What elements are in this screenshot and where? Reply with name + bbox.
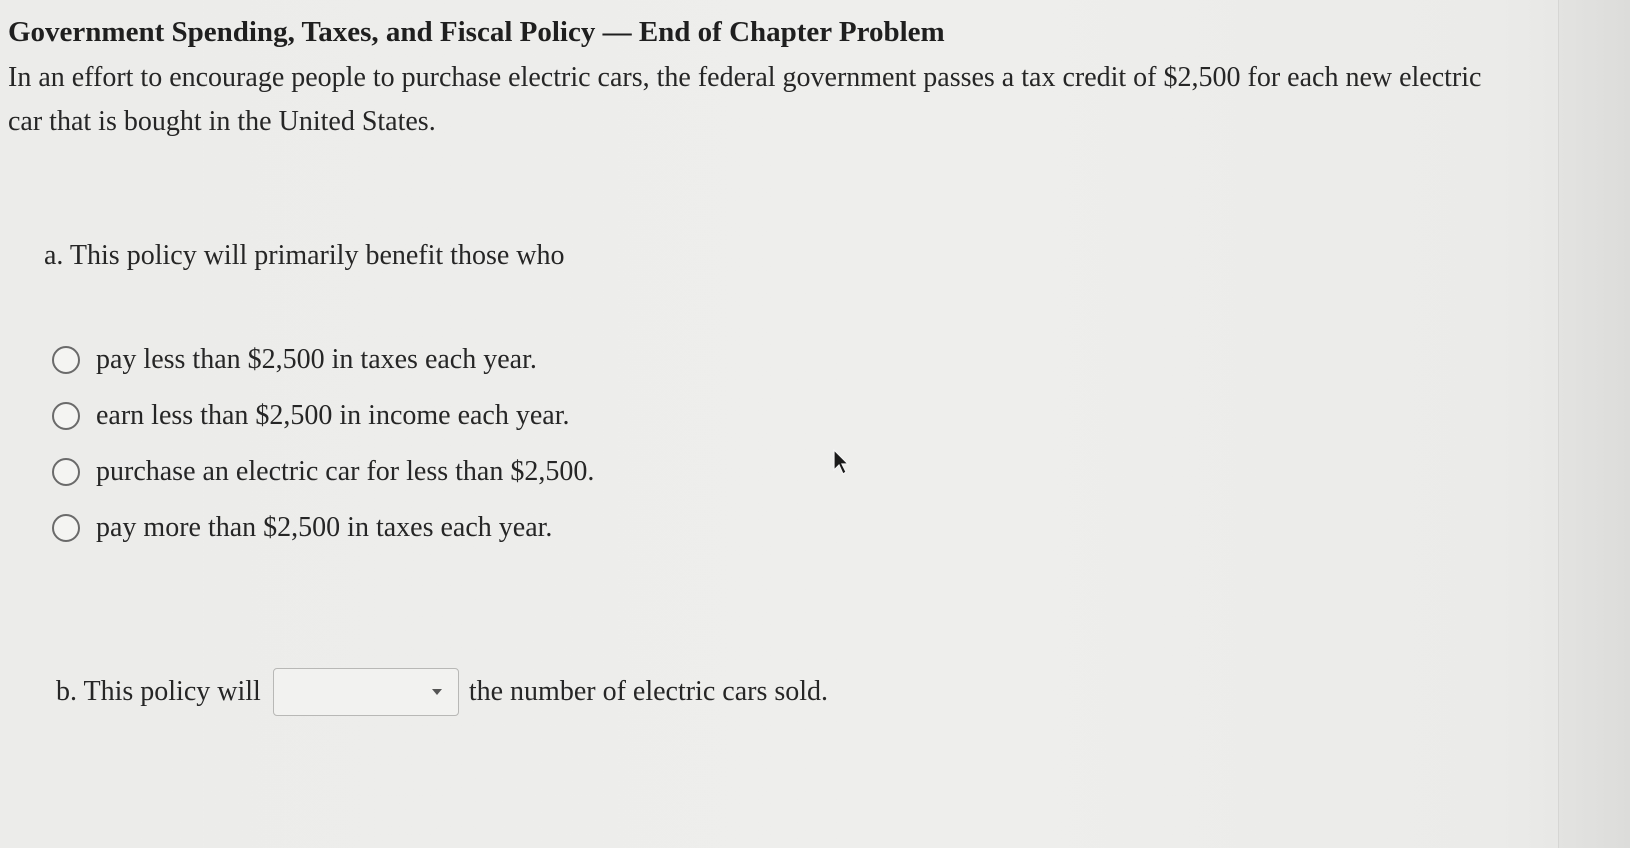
option-label: pay more than $2,500 in taxes each year. [96, 512, 553, 543]
radio-button[interactable] [52, 346, 80, 374]
question-a-prompt: a. This policy will primarily benefit those who [44, 240, 565, 271]
option-pay-more-taxes[interactable] [52, 500, 594, 556]
mouse-pointer-icon [832, 448, 850, 476]
problem-statement: In an effort to encourage people to purchase electric cars, the federal government passes a tax credit of $2,500 for each new electric car that is bought in the United States. [8, 62, 1482, 137]
page-title: Government Spending, Taxes, and Fiscal Policy — End of Chapter Problem [8, 16, 945, 48]
right-background-panel [1558, 0, 1630, 848]
question-b-dropdown[interactable] [273, 668, 459, 716]
question-b-suffix: the number of electric cars sold. [468, 676, 829, 707]
option-pay-less-taxes[interactable] [52, 332, 594, 388]
radio-button[interactable] [52, 458, 80, 486]
chevron-down-icon [432, 689, 442, 695]
question-a-options [52, 332, 594, 556]
radio-button[interactable] [52, 402, 80, 430]
question-b [56, 668, 828, 716]
option-label: pay less than $2,500 in taxes each year. [96, 344, 537, 375]
option-label: purchase an electric car for less than $2,500. [96, 456, 595, 487]
radio-button[interactable] [52, 514, 80, 542]
option-earn-less-income[interactable] [52, 388, 594, 444]
question-b-prefix: b. This policy will [56, 676, 261, 707]
option-purchase-cheap-car[interactable] [52, 444, 594, 500]
option-label: earn less than $2,500 in income each year. [96, 400, 570, 431]
